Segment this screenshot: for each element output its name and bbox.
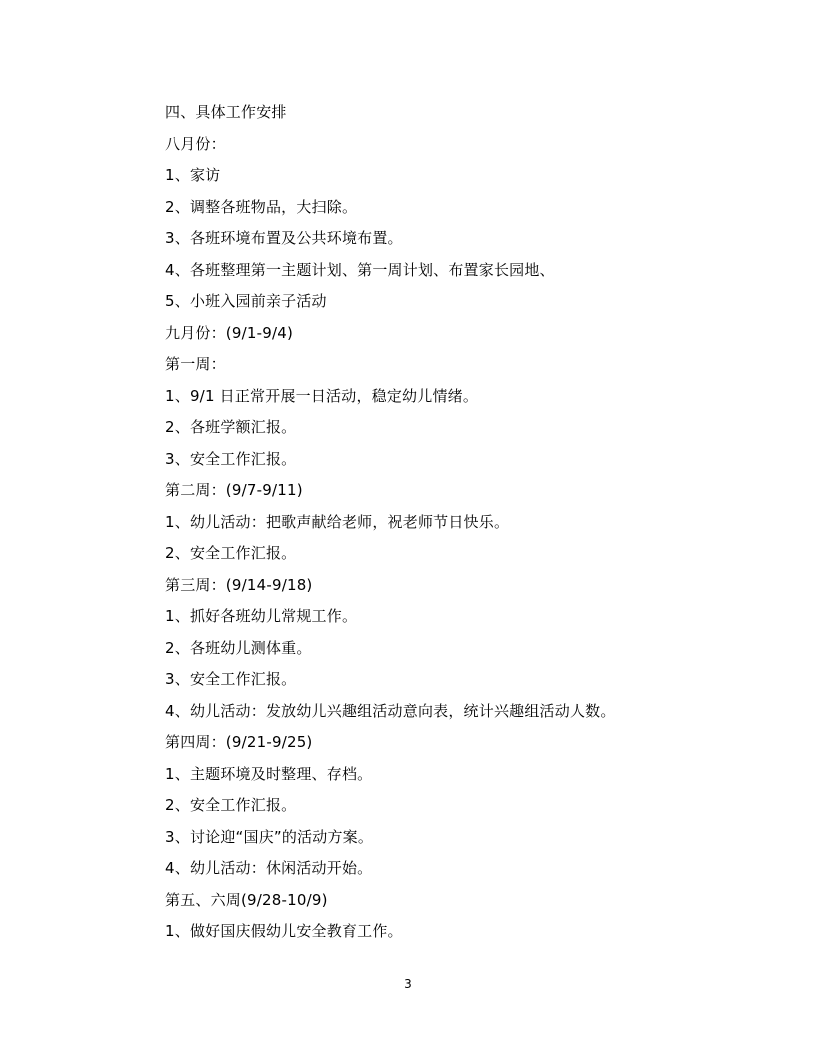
list-item: 2、各班幼儿测体重。 — [165, 638, 312, 657]
list-item: 5、小班入园前亲子活动 — [165, 292, 327, 310]
month-heading-august: 八月份： — [165, 134, 226, 153]
section-heading: 四、具体工作安排 — [165, 103, 287, 121]
month-heading-september: 九月份：(9/1-9/4) — [165, 323, 293, 342]
list-item: 2、安全工作汇报。 — [165, 796, 297, 814]
list-item: 1、9/1 日正常开展一日活动，稳定幼儿情绪。 — [165, 386, 479, 405]
list-item: 3、讨论迎“国庆”的活动方案。 — [165, 827, 374, 846]
list-item: 2、安全工作汇报。 — [165, 544, 297, 562]
week-heading: 第四周：(9/21-9/25) — [165, 733, 313, 751]
list-item: 1、抓好各班幼儿常规工作。 — [165, 607, 358, 625]
week-heading: 第五、六周(9/28-10/9) — [165, 890, 328, 909]
list-item: 4、各班整理第一主题计划、第一周计划、布置家长园地、 — [165, 260, 555, 279]
list-item: 2、各班学额汇报。 — [165, 418, 297, 436]
list-item: 3、安全工作汇报。 — [165, 670, 297, 688]
page-number: 3 — [404, 977, 412, 991]
week-heading: 第三周：(9/14-9/18) — [165, 575, 313, 594]
list-item: 1、幼儿活动：把歌声献给老师，祝老师节日快乐。 — [165, 512, 510, 531]
week-heading: 第一周： — [165, 355, 226, 373]
list-item: 3、安全工作汇报。 — [165, 449, 297, 468]
list-item: 3、各班环境布置及公共环境布置。 — [165, 229, 403, 247]
list-item: 2、调整各班物品，大扫除。 — [165, 197, 358, 216]
list-item: 4、幼儿活动：发放幼儿兴趣组活动意向表，统计兴趣组活动人数。 — [165, 701, 616, 720]
list-item: 1、做好国庆假幼儿安全教育工作。 — [165, 922, 403, 940]
week-heading: 第二周：(9/7-9/11) — [165, 481, 303, 499]
list-item: 1、家访 — [165, 166, 221, 184]
document-body — [165, 97, 725, 948]
list-item: 4、幼儿活动：休闲活动开始。 — [165, 859, 373, 877]
list-item: 1、主题环境及时整理、存档。 — [165, 764, 373, 783]
